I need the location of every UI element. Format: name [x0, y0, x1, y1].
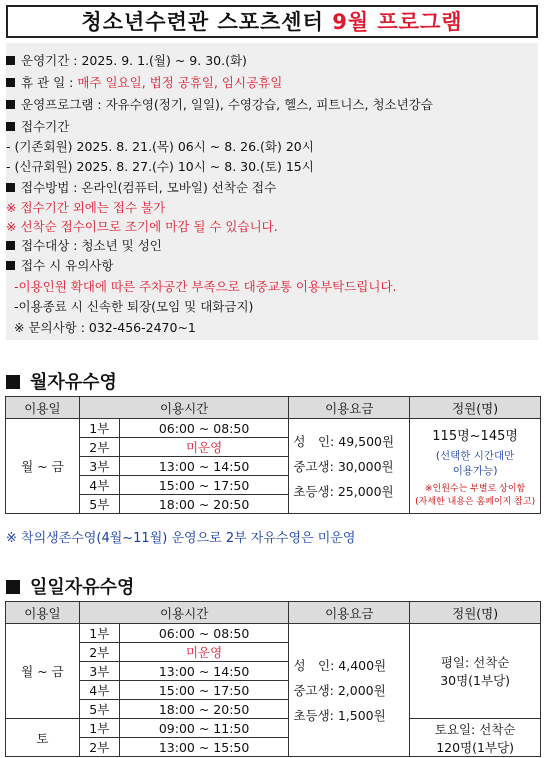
part-cell: 2부 — [79, 738, 119, 757]
bullet-square-icon — [6, 241, 15, 250]
header-day: 이용일 — [6, 397, 80, 419]
daily-table — [5, 601, 541, 757]
header-fee: 이용요금 — [289, 602, 410, 624]
capacity-weekday-1: 평일: 선착순 — [440, 655, 510, 670]
capacity-cell — [410, 419, 541, 514]
capacity-red2: (자세한 내용은 홈페이지 참고) — [415, 497, 536, 507]
fee-cell — [289, 419, 410, 514]
table-header-row — [6, 602, 541, 624]
time-cell: 미운영 — [119, 643, 289, 662]
fee-child: 초등생: 1,500원 — [293, 707, 386, 723]
capacity-saturday-cell — [410, 719, 541, 757]
part-cell: 5부 — [79, 700, 119, 719]
header-day: 이용일 — [6, 602, 80, 624]
section-square-icon — [6, 580, 20, 594]
title-highlight: 9월 프로그램 — [332, 10, 463, 34]
header-time: 이용시간 — [79, 397, 289, 419]
time-cell: 13:00 ~ 14:50 — [119, 662, 289, 681]
capacity-note2: 이용가능) — [452, 465, 498, 477]
day-cell: 월 ~ 금 — [6, 624, 80, 719]
monthly-table — [5, 396, 541, 514]
part-cell: 4부 — [79, 681, 119, 700]
table-row — [6, 624, 541, 643]
info-closed: 휴 관 일 : 매주 일요일, 법정 공휴일, 임시공휴일 — [6, 74, 282, 92]
part-cell: 2부 — [79, 643, 119, 662]
info-warn1: ※ 접수기간 외에는 접수 불가 — [6, 200, 166, 215]
time-cell: 미운영 — [119, 438, 289, 457]
part-cell: 4부 — [79, 476, 119, 495]
part-cell: 1부 — [79, 719, 119, 738]
page-title — [6, 5, 538, 38]
capacity-sat-1: 토요일: 선착순 — [434, 721, 516, 737]
bullet-square-icon — [6, 183, 15, 192]
fee-adult: 성 인: 49,500원 — [293, 433, 395, 449]
info-caution: 접수 시 유의사항 — [6, 257, 113, 275]
info-caution2: -이용종료 시 신속한 퇴장(모임 및 대화금지) — [14, 299, 254, 314]
info-warn2: ※ 선착순 접수이므로 조기에 마감 될 수 있습니다. — [6, 219, 278, 234]
day-cell: 월 ~ 금 — [6, 419, 80, 514]
info-caution1: -이용인원 확대에 따른 주차공간 부족으로 대중교통 이용부탁드립니다. — [14, 279, 397, 294]
time-cell: 15:00 ~ 17:50 — [119, 476, 289, 495]
info-reg-existing: - (기존회원) 2025. 8. 21.(목) 06시 ~ 8. 26.(화) 20시 — [6, 139, 314, 154]
info-contact: ※ 문의사항 : 032-456-2470~1 — [14, 320, 196, 335]
capacity-value: 115명~145명 — [432, 429, 518, 444]
info-period: 운영기간 : 2025. 9. 1.(월) ~ 9. 30.(화) — [6, 52, 247, 70]
capacity-red1: ※인원수는 부별로 상이함 — [425, 484, 526, 494]
bullet-square-icon — [6, 122, 15, 131]
time-cell: 15:00 ~ 17:50 — [119, 681, 289, 700]
section-square-icon — [6, 375, 20, 389]
part-cell: 1부 — [79, 419, 119, 438]
capacity-note1: (선택한 시간대만 — [435, 450, 515, 462]
part-cell: 5부 — [79, 495, 119, 514]
fee-adult: 성 인: 4,400원 — [293, 657, 387, 673]
fee-teen: 중고생: 30,000원 — [293, 458, 394, 474]
fee-teen: 중고생: 2,000원 — [293, 682, 386, 698]
capacity-sat-2: 120명(1부당) — [436, 739, 515, 755]
time-cell: 13:00 ~ 14:50 — [119, 457, 289, 476]
fee-child: 초등생: 25,000원 — [293, 483, 394, 499]
header-fee: 이용요금 — [289, 397, 410, 419]
table-row — [6, 419, 541, 438]
info-target: 접수대상 : 청소년 및 성인 — [6, 237, 162, 255]
day-cell-saturday: 토 — [6, 719, 80, 757]
bullet-square-icon — [6, 100, 15, 109]
fee-cell — [289, 624, 410, 757]
part-cell: 3부 — [79, 457, 119, 476]
bullet-square-icon — [6, 261, 15, 270]
part-cell: 2부 — [79, 438, 119, 457]
info-programs: 운영프로그램 : 자유수영(정기, 일일), 수영강습, 헬스, 피트니스, 청소년강습 — [6, 96, 433, 114]
header-capacity: 정원(명) — [410, 602, 541, 624]
time-cell: 06:00 ~ 08:50 — [119, 419, 289, 438]
title-main: 청소년수련관 스포츠센터 — [81, 10, 324, 34]
table-header-row — [6, 397, 541, 419]
header-time: 이용시간 — [79, 602, 289, 624]
time-cell: 13:00 ~ 15:50 — [119, 738, 289, 757]
info-reg-period: 접수기간 — [6, 118, 69, 136]
info-reg-method: 접수방법 : 온라인(컴퓨터, 모바일) 선착순 접수 — [6, 179, 276, 197]
time-cell: 18:00 ~ 20:50 — [119, 495, 289, 514]
part-cell: 3부 — [79, 662, 119, 681]
capacity-weekday-cell — [410, 624, 541, 719]
header-capacity: 정원(명) — [410, 397, 541, 419]
section-title-monthly: 월자유수영 — [6, 368, 117, 394]
section-title-daily: 일일자유수영 — [6, 573, 134, 599]
monthly-note: ※ 착의생존수영(4월~11월) 운영으로 2부 자유수영은 미운영 — [6, 531, 356, 546]
part-cell: 1부 — [79, 624, 119, 643]
bullet-square-icon — [6, 78, 15, 87]
info-reg-new: - (신규회원) 2025. 8. 27.(수) 10시 ~ 8. 30.(토) 15시 — [6, 159, 314, 174]
table-row — [6, 719, 541, 738]
time-cell: 06:00 ~ 08:50 — [119, 624, 289, 643]
capacity-weekday-2: 30명(1부당) — [440, 673, 511, 688]
bullet-square-icon — [6, 56, 15, 65]
time-cell: 18:00 ~ 20:50 — [119, 700, 289, 719]
time-cell: 09:00 ~ 11:50 — [119, 719, 289, 738]
